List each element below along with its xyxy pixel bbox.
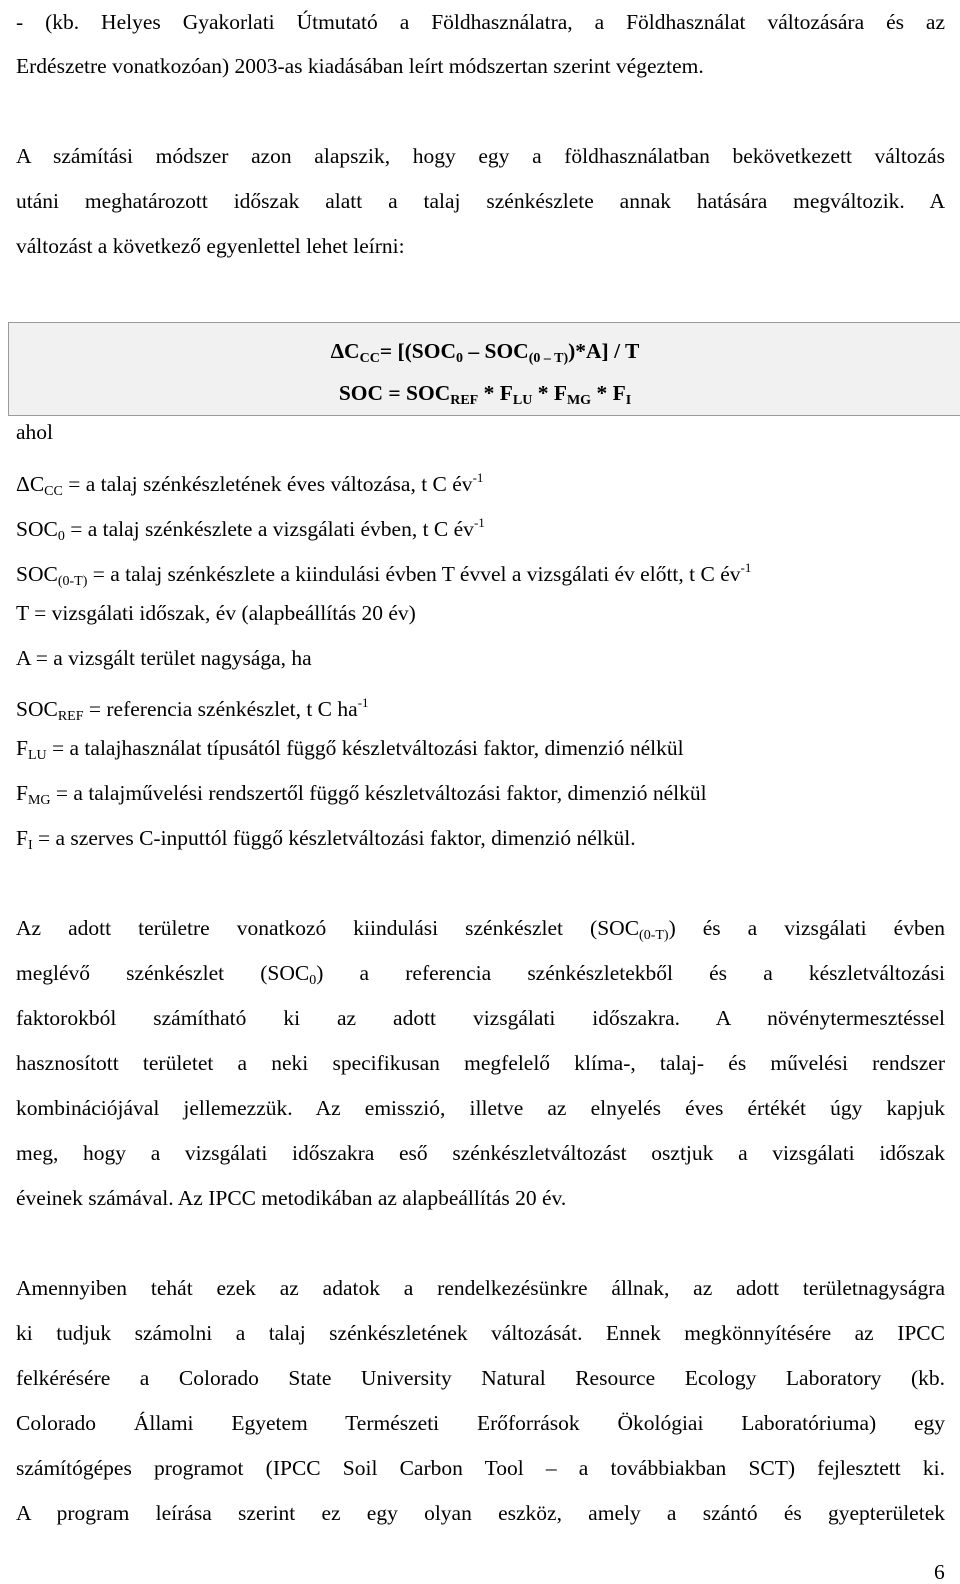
- formula-soc: SOC = $SOC_{REF} * F_{LU} * F_{MG} * F_I$: [338, 381, 632, 408]
- method-line-1: A számítási módszer azon alapszik, hogy egy a földhasználatban bekövetkezett változás: [16, 144, 945, 168]
- definition-flu: $F_{LU} = a$ talajhasználat típusától függő készletváltozási faktor, dimenzió nélkül: [16, 736, 684, 763]
- method-line-3: változást a következő egyenlettel lehet leírni:: [16, 234, 405, 258]
- definitions-ahol: ahol: [16, 420, 54, 444]
- para3-line-4: Colorado Állami Egyetem Természeti Erőforrások Ökológiai Laboratóriuma) egy: [16, 1411, 945, 1435]
- formula-delta-cc: $\Delta C_{CC}= [(SOC_0 - SOC_{(0 - T)})*A] / T$: [330, 339, 640, 366]
- definition-socref: $SOC_{REF}$ = referencia szénkészlet, t C $ha^{-1}$: [16, 695, 369, 724]
- intro-line-2: Erdészetre vonatkozóan) 2003-as kiadásában leírt módszertan szerint végeztem.: [16, 54, 704, 78]
- para2-line-6: meg, hogy a vizsgálati időszakra eső szénkészletváltozást osztjuk a vizsgálati időszak: [16, 1141, 945, 1165]
- definition-a: A = a vizsgált terület nagysága, ha: [16, 646, 312, 670]
- page-number: 6: [934, 1560, 945, 1584]
- definition-fmg: $F_{MG} = a$ talajművelési rendszertől függő készletváltozási faktor, dimenzió nélkül: [16, 781, 707, 808]
- para2-line-2: meglévő szénkészlet $(SOC_0)$ a referencia szénkészletekből és a készletváltozási: [16, 961, 945, 988]
- para3-line-1: Amennyiben tehát ezek az adatok a rendelkezésünkre állnak, az adott területnagyságra: [16, 1276, 945, 1300]
- para2-line-7: éveinek számával. Az IPCC metodikában az alapbeállítás 20 év.: [16, 1186, 567, 1210]
- para3-line-5: számítógépes programot (IPCC Soil Carbon Tool – a továbbiakban SCT) fejlesztett ki.: [16, 1456, 945, 1480]
- definition-fi: $F_I = a$ szerves C-inputtól függő készletváltozási faktor, dimenzió nélkül.: [16, 826, 636, 853]
- method-line-2: utáni meghatározott időszak alatt a talaj szénkészlete annak hatására megváltozik. A: [16, 189, 945, 213]
- formula-box: [8, 322, 960, 416]
- para2-line-3: faktorokból számítható ki az adott vizsgálati időszakra. A növénytermesztéssel: [16, 1006, 945, 1030]
- intro-line-1: - (kb. Helyes Gyakorlati Útmutató a Földhasználatra, a Földhasználat változására és az: [16, 10, 945, 34]
- para3-line-6: A program leírása szerint ez egy olyan eszköz, amely a szántó és gyepterületek: [16, 1501, 945, 1525]
- para3-line-2: ki tudjuk számolni a talaj szénkészletének változását. Ennek megkönnyítésére az IPCC: [16, 1321, 945, 1345]
- para2-line-4: hasznosított területet a neki specifikusan megfelelő klíma-, talaj- és művelési rendszer: [16, 1051, 945, 1075]
- para2-line-1: Az adott területre vonatkozó kiindulási szénkészlet $(SOC_{(0-T)})$ és a vizsgálati évben: [16, 916, 945, 943]
- definition-delta-cc: $\Delta C_{CC} = a$ talaj szénkészletének éves változása, t C $év^{-1}$: [16, 470, 484, 499]
- para2-line-5: kombinációjával jellemezzük. Az emisszió, illetve az elnyelés éves értékét úgy kapjuk: [16, 1096, 945, 1120]
- definition-soc0: $SOC_0 = a$ talaj szénkészlete a vizsgálati évben, t C $év^{-1}$: [16, 515, 485, 544]
- para3-line-3: felkérésére a Colorado State University Natural Resource Ecology Laboratory (kb.: [16, 1366, 945, 1390]
- definition-soc0t: $SOC_{(0-T)} = a$ talaj szénkészlete a kiindulási évben T évvel a vizsgálati év előtt, t C $év^{-1}$: [16, 560, 752, 589]
- definition-t: T = vizsgálati időszak, év (alapbeállítás 20 év): [16, 601, 416, 625]
